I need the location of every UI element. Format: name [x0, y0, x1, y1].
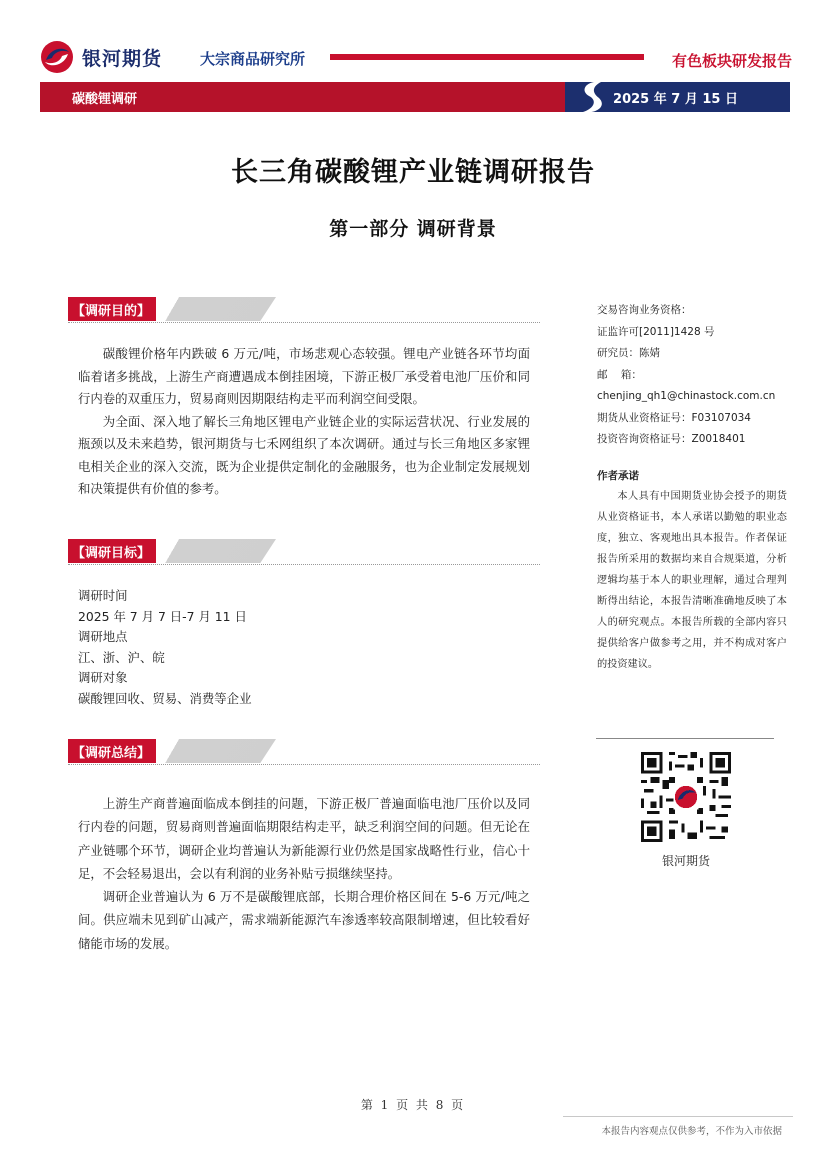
- target-list: [78, 586, 530, 709]
- paragraph: 为全面、深入地了解长三角地区锂电产业链企业的实际运营状况、行业发展的瓶颈以及未来趋势，银河期货与七禾网组织了本次调研。通过与长三角地区多家锂电相关企业的深入交流，既为企业提供定制化的金融服务，也为企业制定发展规划和决策提供有价值的参考。: [78, 413, 530, 496]
- qualification-label: 交易咨询业务资格：: [597, 304, 692, 316]
- report-title: 长三角碳酸锂产业链调研报告: [231, 157, 595, 188]
- section-stripe: [164, 539, 276, 563]
- footer-rule: [563, 1116, 793, 1117]
- galaxy-logo-icon: [40, 40, 74, 74]
- consulting-license: 投资咨询资格证号：Z0018401: [597, 433, 746, 445]
- author-commitment-text: 本人具有中国期货业协会授予的期货从业资格证书，本人承诺以勤勉的职业态度，独立、客观地出具本报告。作者保证报告所采用的数据均来自合规渠道，分析逻辑均基于本人的职业理解，通过合理判断得出结论，本报告清晰准确地反映了本人的研究观点。本报告所载的全部内容只提供给客户做参考之用，并不构成对客户的投资建议。: [597, 491, 787, 670]
- section-tag: 【调研目的】: [68, 297, 156, 321]
- researcher: 研究员：陈婧: [597, 347, 660, 359]
- page-number: 第 1 页 共 8 页: [360, 1098, 466, 1112]
- sidebar-divider: [596, 738, 774, 739]
- author-commitment-title: 作者承诺: [597, 470, 639, 482]
- report-header: [0, 0, 826, 120]
- report-date: 2025 年 7 月 15 日: [613, 92, 738, 107]
- section-header-target: [68, 539, 540, 565]
- section-tag: 【调研总结】: [68, 739, 156, 763]
- target-label-object: 调研对象: [78, 670, 128, 685]
- qr-caption: 银河期货: [661, 854, 710, 868]
- target-label-place: 调研地点: [78, 629, 128, 644]
- qr-code-icon[interactable]: [641, 752, 731, 842]
- section-divider: [68, 764, 540, 765]
- report-type: 有色板块研发报告: [671, 52, 792, 70]
- futures-license: 期货从业资格证号：F03107034: [597, 411, 751, 424]
- target-value-object: 碳酸锂回收、贸易、消费等企业: [78, 690, 252, 706]
- company-name: 银河期货: [82, 48, 163, 70]
- institute-name: 大宗商品研究所: [200, 50, 306, 68]
- section-header-summary: [68, 739, 540, 765]
- swoosh-icon: [575, 78, 611, 116]
- license-number: 证监许可[2011]1428 号: [597, 325, 715, 338]
- disclaimer-note: 本报告内容观点仅供参考，不作为入市依据: [601, 1126, 782, 1137]
- band-topic: 碳酸锂调研: [40, 82, 565, 112]
- section-tag: 【调研目标】: [68, 539, 156, 563]
- target-value-place: 江、浙、沪、皖: [78, 649, 165, 665]
- paragraph: 调研企业普遍认为 6 万不是碳酸锂底部，长期合理价格区间在 5-6 万元/吨之间。供应端未见到矿山减产，需求端新能源汽车渗透率较高限制增速，但比较看好储能市场的发展。: [78, 889, 530, 951]
- email-address[interactable]: chenjing_qh1@chinastock.com.cn: [597, 390, 776, 402]
- section-stripe: [164, 739, 276, 763]
- paragraph: 上游生产商普遍面临成本倒挂的问题，下游正极厂普遍面临电池厂压价以及同行内卷的问题，贸易商则普遍面临期限结构走平，缺乏利润空间的问题。但无论在产业链哪个环节，调研企业均普遍认为新能源行业仍然是国家战略性行业，信心十足，不会轻易退出，会以有利润的业务补贴亏损继续坚持。: [78, 796, 530, 881]
- band-date-area: [565, 82, 790, 112]
- section-divider: [68, 322, 540, 323]
- section-stripe: [164, 297, 276, 321]
- sidebar-contact: [597, 300, 787, 451]
- target-label-time: 调研时间: [78, 588, 128, 603]
- report-subtitle: 第一部分 调研背景: [329, 218, 497, 240]
- section-divider: [68, 564, 540, 565]
- purpose-text: [78, 343, 530, 501]
- target-value-time: 2025 年 7 月 7 日-7 月 11 日: [78, 608, 247, 624]
- header-rule: [330, 54, 644, 60]
- summary-text: [78, 792, 530, 955]
- header-band: [40, 82, 790, 112]
- paragraph: 碳酸锂价格年内跌破 6 万元/吨，市场悲观心态较强。锂电产业链各环节均面临着诸多挑战，上游生产商遭遇成本倒挂困境，下游正极厂承受着电池厂压价和同行内卷的双重压力，贸易商则因期限结构走平而利润空间受限。: [78, 346, 530, 406]
- email-label: 邮 箱：: [597, 368, 642, 381]
- section-header-purpose: [68, 297, 540, 323]
